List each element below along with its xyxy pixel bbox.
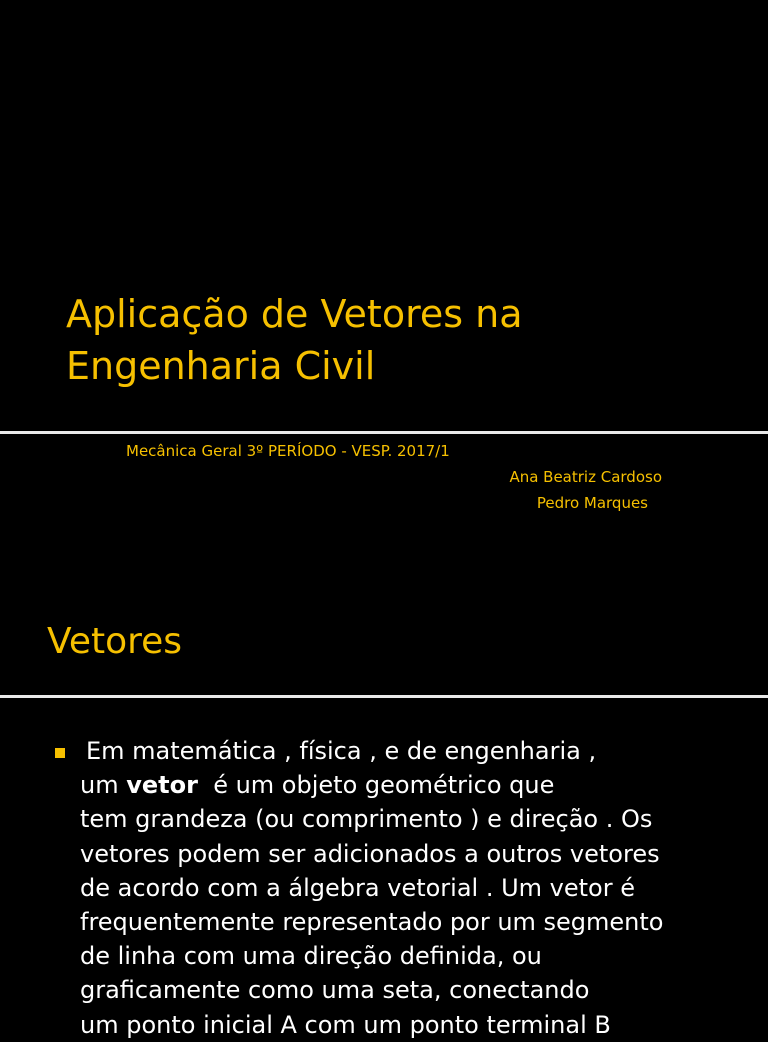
slide-title: Vetores <box>47 621 183 662</box>
title-line-1: Aplicação de Vetores na <box>66 292 523 336</box>
bold-term: vetor <box>126 771 198 800</box>
paragraph-line: de linha com uma direção definida, ou <box>80 942 542 971</box>
title-line-2: Engenharia Civil <box>66 344 376 388</box>
paragraph-line: frequentemente representado por um segmento <box>80 908 664 937</box>
paragraph-line: de acordo com a álgebra vetorial . Um vetor é <box>80 873 635 902</box>
author-2: Pedro Marques <box>536 494 648 512</box>
presentation-title <box>66 288 746 392</box>
paragraph-line <box>80 768 740 802</box>
author-1: Ana Beatriz Cardoso <box>509 468 662 486</box>
paragraph-line: vetores podem ser adicionados a outros vetores <box>80 839 660 868</box>
bullet-paragraph <box>80 734 740 1042</box>
slide-divider <box>0 695 768 698</box>
course-info: Mecânica Geral 3º PERÍODO - VESP. 2017/1 <box>126 442 450 460</box>
title-divider <box>0 431 768 434</box>
square-bullet-icon <box>55 748 65 758</box>
paragraph-text: um <box>80 771 127 800</box>
paragraph-text: é um objeto geométrico que <box>197 771 555 800</box>
paragraph-line: um ponto inicial A com um ponto terminal B <box>80 1010 611 1039</box>
paragraph-line: Em matemática , física , e de engenharia , <box>86 737 597 765</box>
content-slide <box>0 576 768 1039</box>
paragraph-line: graficamente como uma seta, conectando <box>80 976 590 1005</box>
paragraph-line: tem grandeza (ou comprimento ) e direção . Os <box>80 805 653 834</box>
